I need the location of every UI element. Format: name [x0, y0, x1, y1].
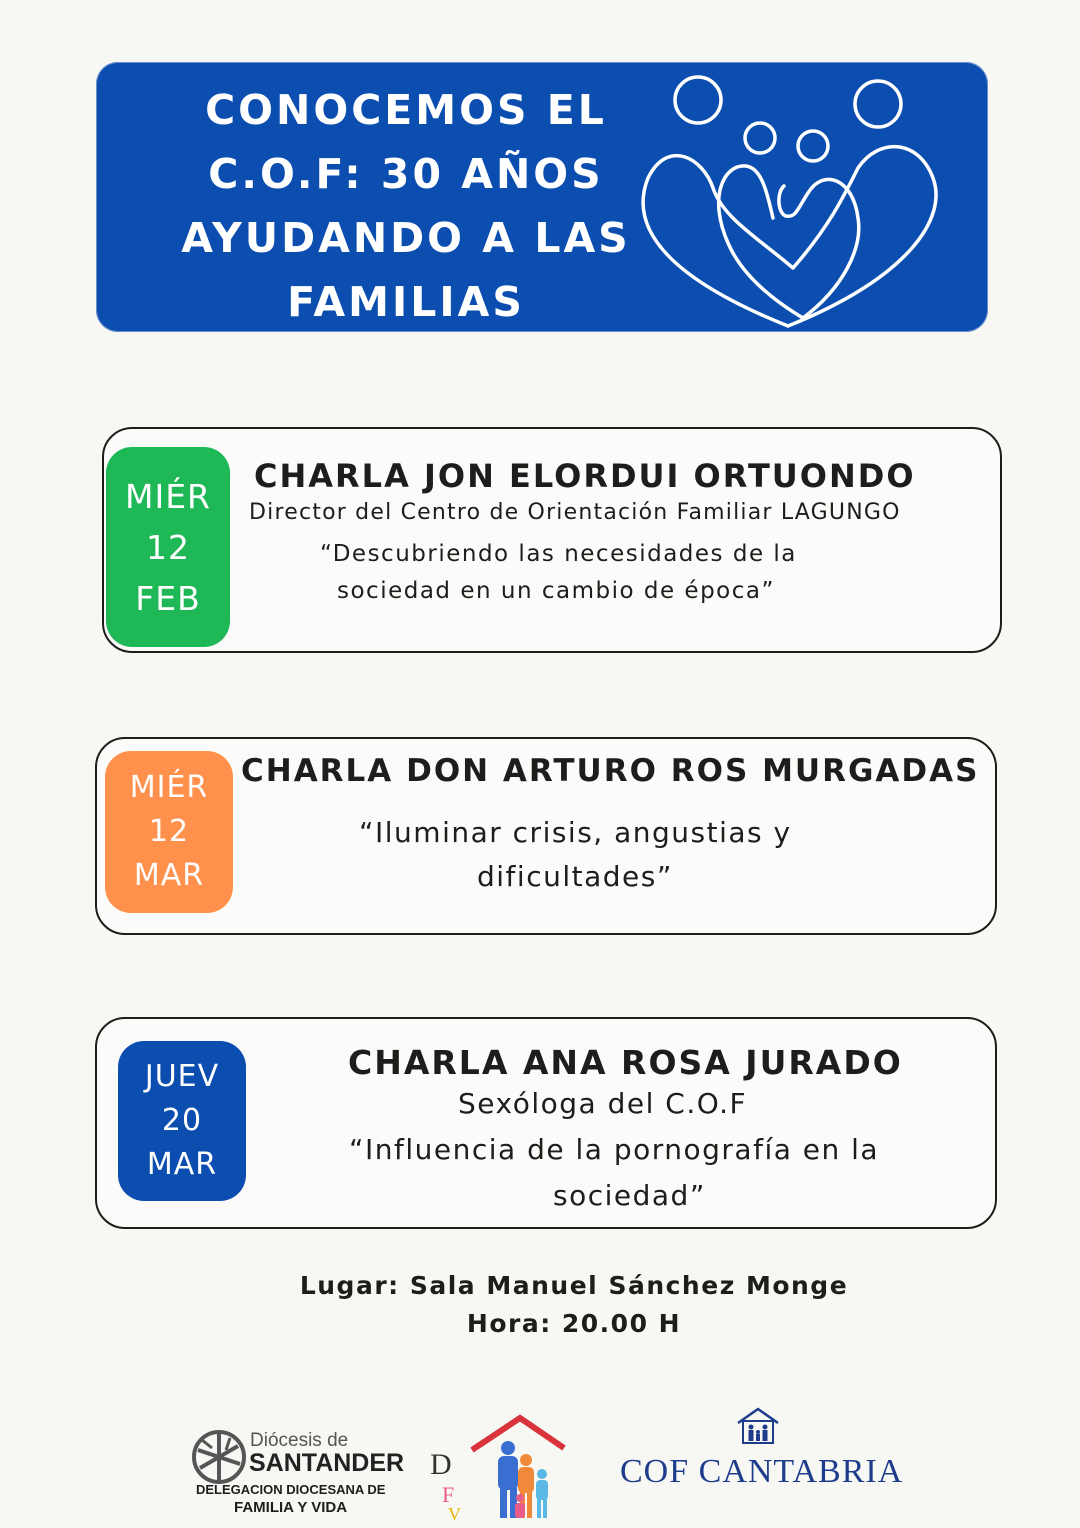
- date-day: 20: [161, 1103, 203, 1138]
- date-month: MAR: [133, 858, 205, 893]
- date-badge: [106, 447, 230, 647]
- page-title: [116, 78, 696, 334]
- event-time: Hora: 20.00 H: [466, 1309, 682, 1338]
- cof-house-icon: [736, 1407, 780, 1445]
- header-banner: [96, 62, 988, 332]
- svg-text:V: V: [448, 1504, 461, 1524]
- cof-cantabria-label: COF CANTABRIA: [620, 1453, 904, 1490]
- date-weekday: MIÉR: [125, 476, 211, 516]
- diocese-emblem-icon: [190, 1428, 248, 1486]
- talk-card: [95, 737, 997, 935]
- diocese-small-label: Diócesis de: [250, 1430, 349, 1451]
- diocese-big-label: SANTANDER: [249, 1449, 405, 1477]
- family-house-icon: [428, 1412, 568, 1524]
- speaker-role: Director del Centro de Orientación Familiar LAGUNGO: [249, 500, 901, 525]
- title-line: C.O.F: 30 AÑOS: [208, 150, 604, 198]
- diocese-logo: [188, 1425, 428, 1525]
- date-weekday: MIÉR: [129, 770, 209, 805]
- talk-card: [95, 1017, 997, 1229]
- talk-quote-line: sociedad”: [553, 1179, 706, 1212]
- talk-title: CHARLA DON ARTURO ROS MURGADAS: [241, 753, 980, 789]
- date-month: MAR: [146, 1147, 218, 1182]
- svg-text:F: F: [442, 1482, 455, 1507]
- talk-quote-line: “Descubriendo las necesidades de la: [320, 541, 797, 567]
- date-day: 12: [148, 814, 190, 849]
- date-weekday: JUEV: [144, 1059, 220, 1094]
- title-line: FAMILIAS: [287, 278, 525, 326]
- talk-quote-line: “Iluminar crisis, angustias y: [359, 816, 792, 849]
- talk-title: CHARLA ANA ROSA JURADO: [348, 1043, 903, 1082]
- delegation-family-logo: [428, 1412, 568, 1524]
- date-badge: [105, 751, 233, 913]
- talk-title: CHARLA JON ELORDUI ORTUONDO: [254, 457, 916, 495]
- cof-cantabria-logo: [615, 1405, 905, 1505]
- speaker-role: Sexóloga del C.O.F: [458, 1087, 748, 1120]
- event-place: Lugar: Sala Manuel Sánchez Monge: [299, 1271, 849, 1300]
- delegation-label-1: DELEGACION DIOCESANA DE: [196, 1482, 386, 1497]
- date-month: FEB: [135, 578, 201, 618]
- title-line: CONOCEMOS EL: [205, 86, 607, 134]
- date-badge: [118, 1041, 246, 1201]
- delegation-label-2: FAMILIA Y VIDA: [234, 1499, 348, 1516]
- family-heart-icon: [628, 68, 958, 333]
- svg-text:D: D: [430, 1448, 452, 1481]
- title-line: AYUDANDO A LAS: [181, 214, 631, 262]
- date-day: 12: [146, 527, 190, 567]
- talk-quote-line: dificultades”: [477, 860, 673, 893]
- talk-quote-line: “Influencia de la pornografía en la: [349, 1133, 880, 1166]
- talk-quote-line: sociedad en un cambio de época”: [337, 578, 775, 604]
- talk-card: [102, 427, 1002, 653]
